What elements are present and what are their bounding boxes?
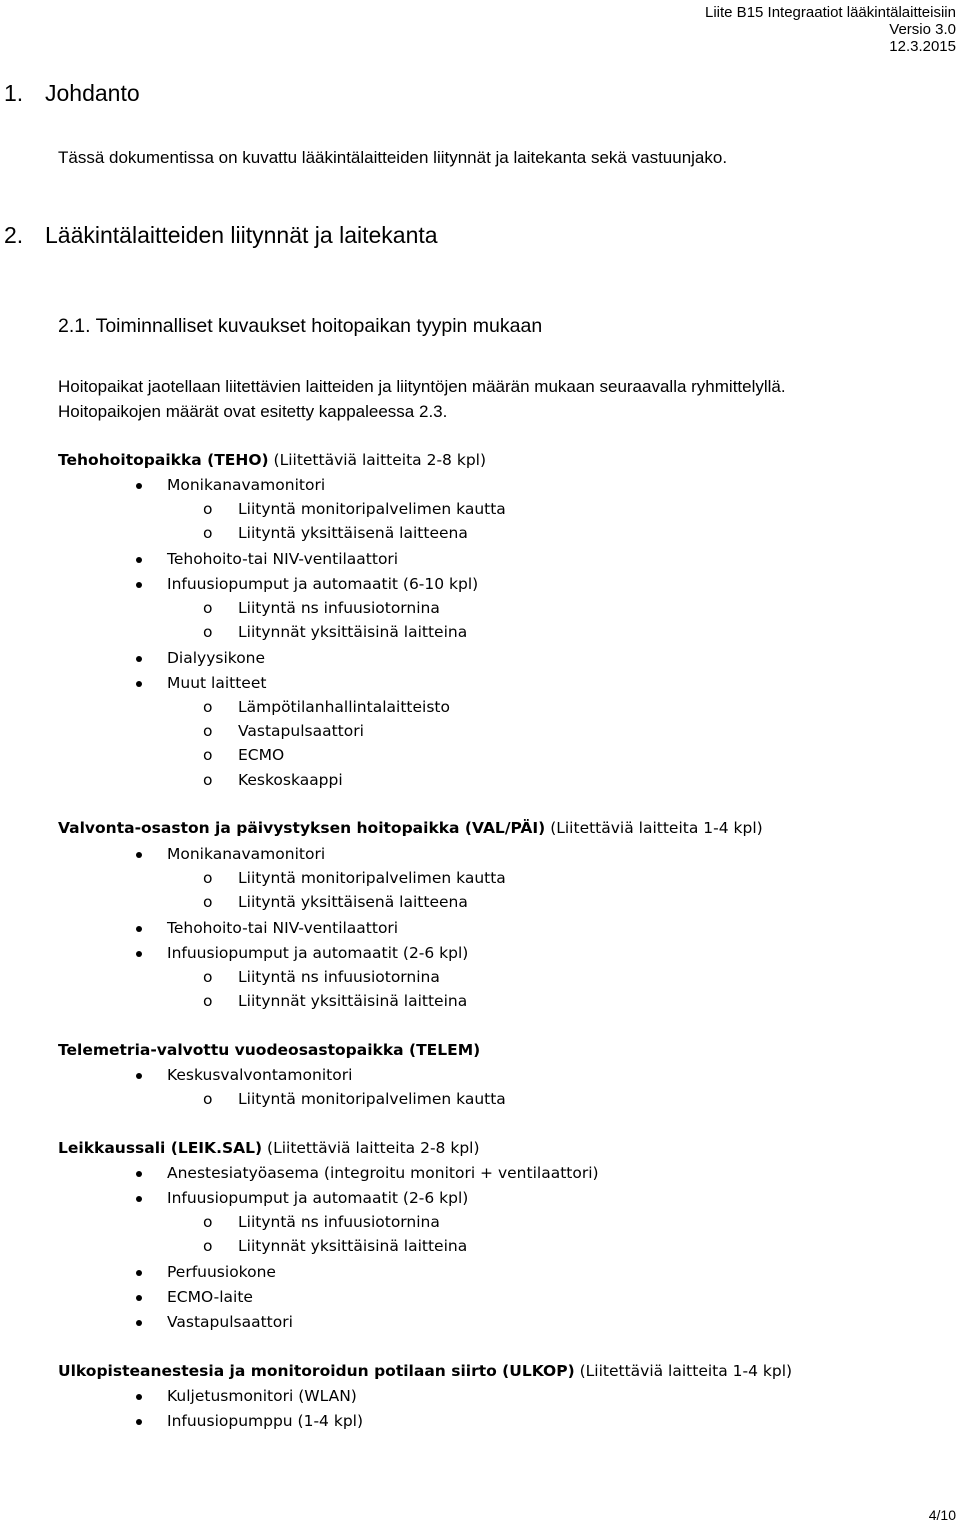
leik-sub-marker-1: o xyxy=(203,1213,213,1231)
val-item-3: Infuusiopumput ja automaatit (2-6 kpl) xyxy=(167,944,469,962)
teho-item-5-sub-2: Vastapulsaattori xyxy=(238,722,364,740)
section-1-text: Tässä dokumentissa on kuvattu lääkintälaitteiden liitynnät ja laitekanta sekä vastuunjako. xyxy=(58,148,728,167)
teho-item-5-sub-1: Lämpötilanhallintalaitteisto xyxy=(238,698,450,716)
header-title: Liite B15 Integraatiot lääkintälaitteisiin xyxy=(705,4,956,21)
ulko-heading xyxy=(58,1362,792,1380)
val-heading xyxy=(58,819,763,837)
document-header xyxy=(705,4,956,55)
section-2-1-title: 2.1. Toiminnalliset kuvaukset hoitopaikan tyypin mukaan xyxy=(58,315,543,337)
leik-item-1: Anestesiatyöasema (integroitu monitori + ventilaattori) xyxy=(167,1164,599,1182)
teho-item-3-sub-2: Liitynnät yksittäisinä laitteina xyxy=(238,623,468,641)
teho-item-1-sub-2: Liityntä yksittäisenä laitteena xyxy=(238,524,468,542)
telem-heading-bold: Telemetria-valvottu vuodeosastopaikka (TELEM) xyxy=(58,1041,481,1059)
val-item-3-sub-1: Liityntä ns infuusiotornina xyxy=(238,968,440,986)
val-sub-marker-3: o xyxy=(203,968,213,986)
page-number: 4/10 xyxy=(928,1507,956,1523)
leik-heading xyxy=(58,1139,480,1157)
section-2-title: Lääkintälaitteiden liitynnät ja laitekanta xyxy=(45,222,438,248)
teho-item-5: Muut laitteet xyxy=(167,674,267,692)
teho-item-3: Infuusiopumput ja automaatit (6-10 kpl) xyxy=(167,575,479,593)
teho-sub-marker-7: o xyxy=(203,746,213,764)
leik-item-5: Vastapulsaattori xyxy=(167,1313,293,1331)
teho-item-5-sub-3: ECMO xyxy=(238,746,285,764)
teho-item-1: Monikanavamonitori xyxy=(167,476,326,494)
leik-item-2-sub-2: Liitynnät yksittäisinä laitteina xyxy=(238,1237,468,1255)
ulko-item-1: Kuljetusmonitori (WLAN) xyxy=(167,1387,357,1405)
val-item-1-sub-1: Liityntä monitoripalvelimen kautta xyxy=(238,869,506,887)
val-item-2: Tehohoito-tai NIV-ventilaattori xyxy=(167,919,399,937)
teho-item-4: Dialyysikone xyxy=(167,649,266,667)
section-1-number: 1. xyxy=(4,80,24,106)
ulko-item-2: Infuusiopumppu (1-4 kpl) xyxy=(167,1412,364,1430)
leik-item-2: Infuusiopumput ja automaatit (2-6 kpl) xyxy=(167,1189,469,1207)
header-date: 12.3.2015 xyxy=(889,38,956,55)
leik-item-4: ECMO-laite xyxy=(167,1288,253,1306)
teho-heading xyxy=(58,451,486,469)
teho-heading-rest: (Liitettäviä laitteita 2-8 kpl) xyxy=(268,451,487,469)
leik-item-2-sub-1: Liityntä ns infuusiotornina xyxy=(238,1213,440,1231)
section-2-1-text-1: Hoitopaikat jaotellaan liitettävien laitteiden ja liityntöjen määrän mukaan seuraavalla ryhmittelyllä. xyxy=(58,377,786,396)
teho-sub-marker-3: o xyxy=(203,599,213,617)
telem-sub-marker-1: o xyxy=(203,1090,213,1108)
teho-item-3-sub-1: Liityntä ns infuusiotornina xyxy=(238,599,440,617)
val-heading-bold: Valvonta-osaston ja päivystyksen hoitopaikka (VAL/PÄI) xyxy=(58,819,546,837)
telem-item-1: Keskusvalvontamonitori xyxy=(167,1066,353,1084)
teho-sub-marker-1: o xyxy=(203,500,213,518)
leik-heading-bold: Leikkaussali (LEIK.SAL) xyxy=(58,1139,263,1157)
val-item-1-sub-2: Liityntä yksittäisenä laitteena xyxy=(238,893,468,911)
val-item-3-sub-2: Liitynnät yksittäisinä laitteina xyxy=(238,992,468,1010)
ulko-heading-bold: Ulkopisteanestesia ja monitoroidun potilaan siirto (ULKOP) xyxy=(58,1362,575,1380)
val-sub-marker-4: o xyxy=(203,992,213,1010)
teho-sub-marker-6: o xyxy=(203,722,213,740)
telem-heading xyxy=(58,1041,480,1059)
teho-sub-marker-8: o xyxy=(203,771,213,789)
telem-item-1-sub-1: Liityntä monitoripalvelimen kautta xyxy=(238,1090,506,1108)
section-2-number: 2. xyxy=(4,222,24,248)
val-heading-rest: (Liitettäviä laitteita 1-4 kpl) xyxy=(545,819,763,837)
teho-item-1-sub-1: Liityntä monitoripalvelimen kautta xyxy=(238,500,506,518)
val-sub-marker-2: o xyxy=(203,893,213,911)
leik-heading-rest: (Liitettäviä laitteita 2-8 kpl) xyxy=(262,1139,480,1157)
teho-sub-marker-5: o xyxy=(203,698,213,716)
teho-item-5-sub-4: Keskoskaappi xyxy=(238,771,343,789)
teho-item-2: Tehohoito-tai NIV-ventilaattori xyxy=(167,550,399,568)
teho-sub-marker-2: o xyxy=(203,524,213,542)
teho-sub-marker-4: o xyxy=(203,623,213,641)
val-item-1: Monikanavamonitori xyxy=(167,845,326,863)
ulko-heading-rest: (Liitettäviä laitteita 1-4 kpl) xyxy=(574,1362,793,1380)
header-version: Versio 3.0 xyxy=(889,21,956,38)
teho-heading-bold: Tehohoitopaikka (TEHO) xyxy=(58,451,269,469)
section-2-1-text-2: Hoitopaikojen määrät ovat esitetty kappaleessa 2.3. xyxy=(58,402,448,421)
section-1-title: Johdanto xyxy=(45,80,140,106)
val-sub-marker-1: o xyxy=(203,869,213,887)
leik-item-3: Perfuusiokone xyxy=(167,1263,276,1281)
leik-sub-marker-2: o xyxy=(203,1237,213,1255)
